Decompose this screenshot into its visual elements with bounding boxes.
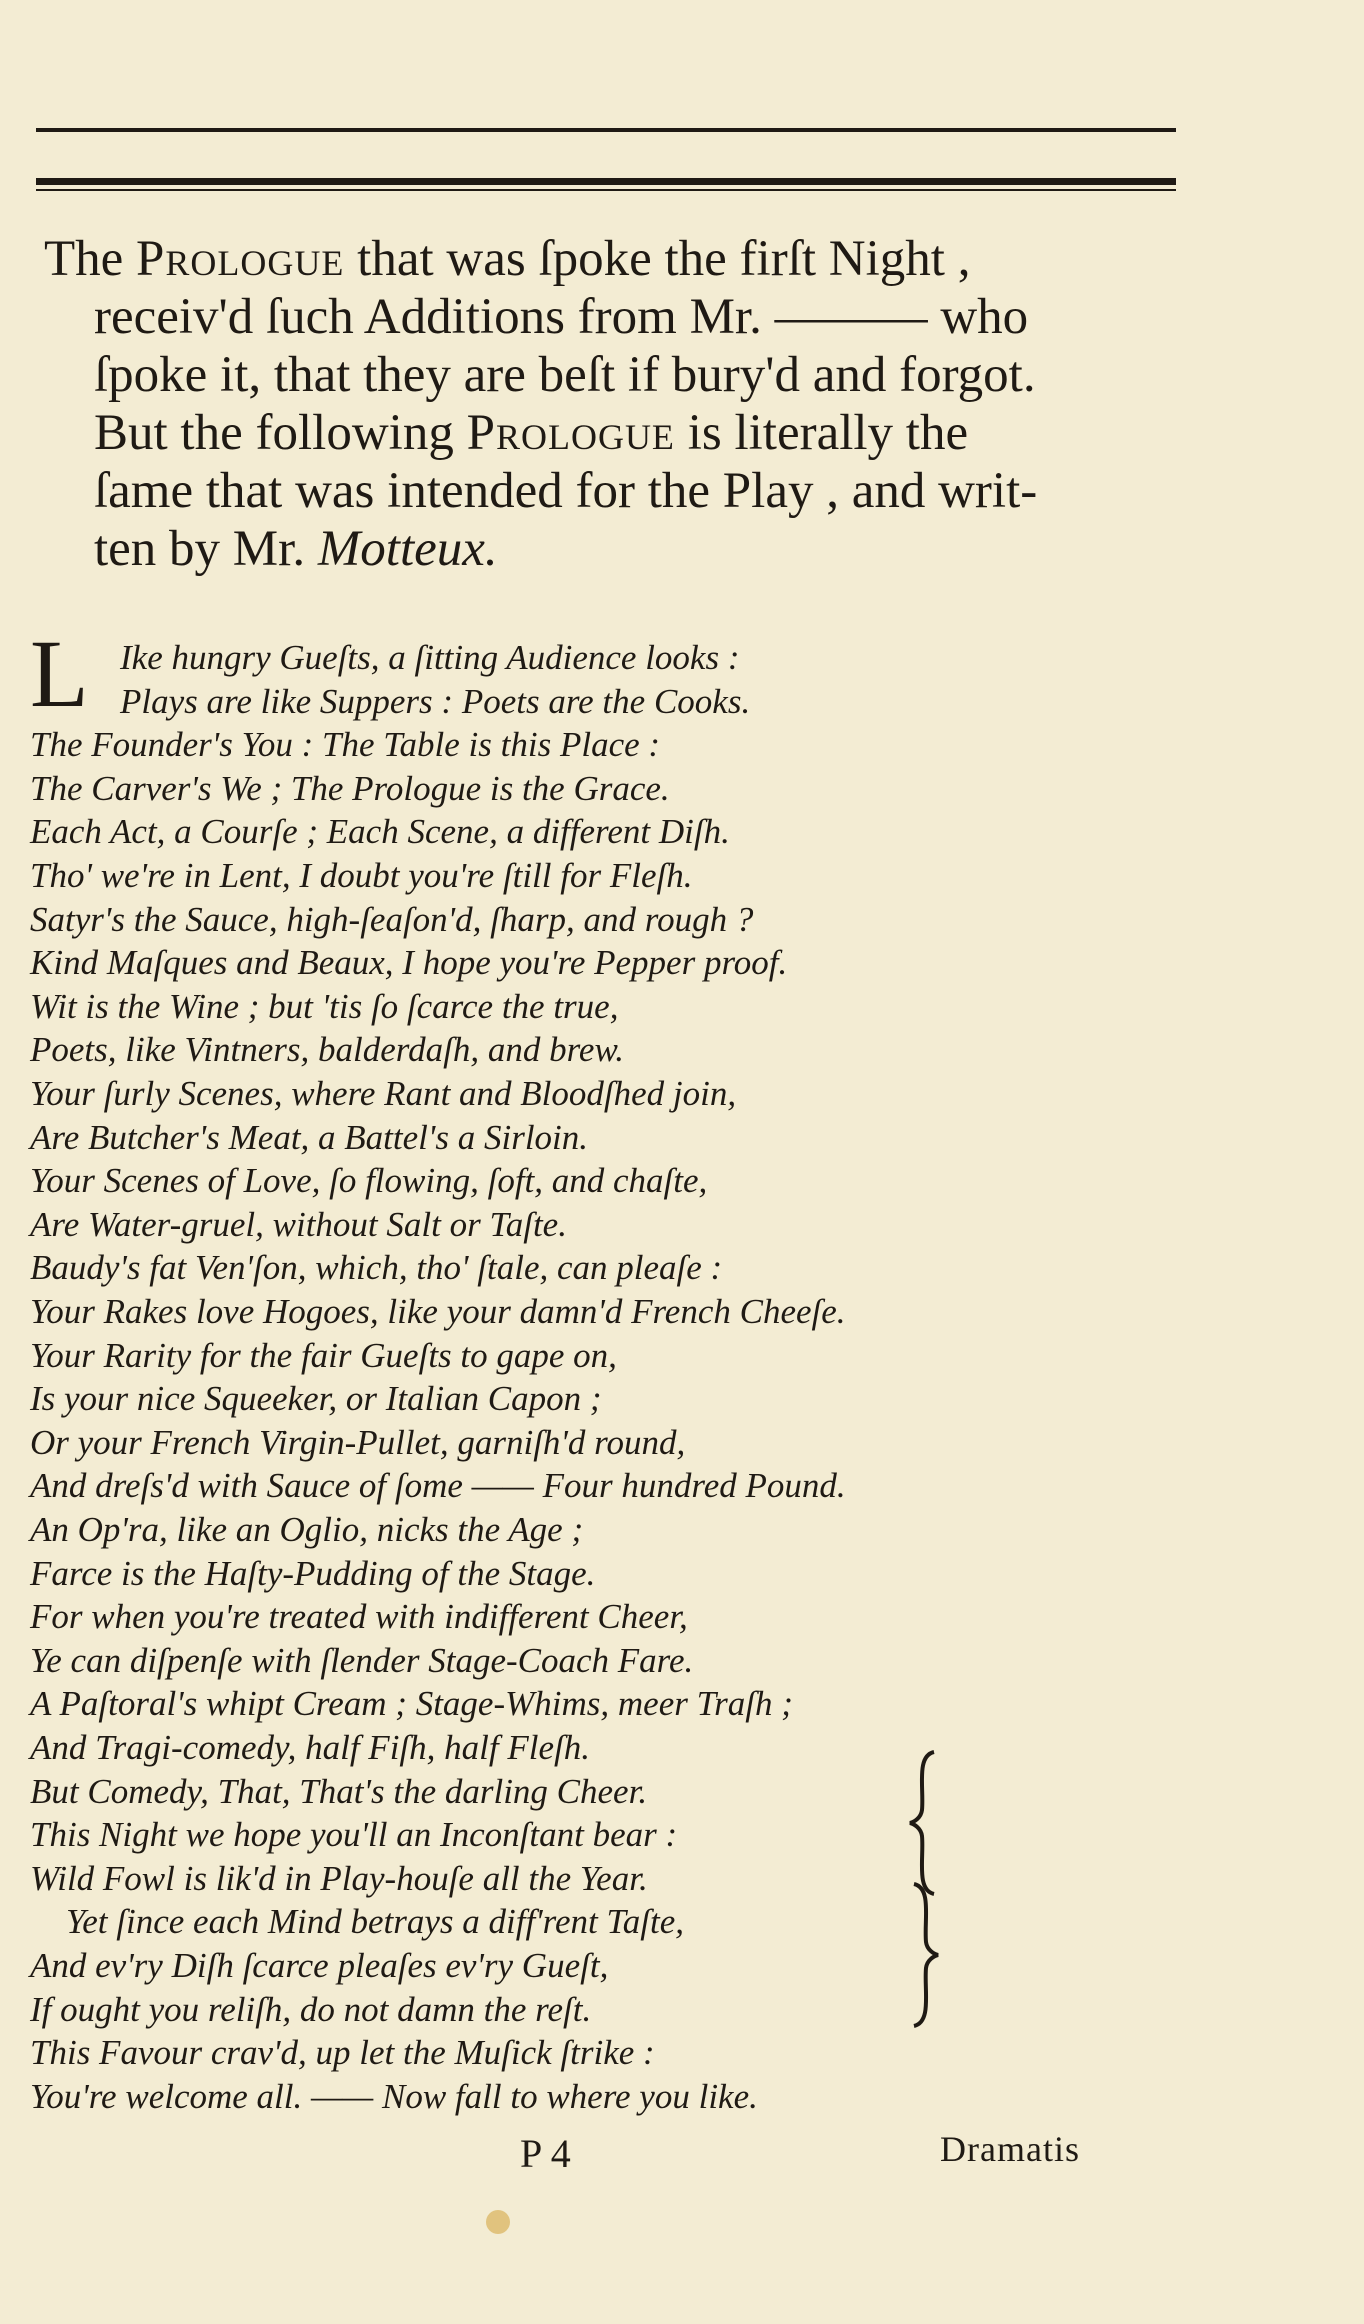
poem-line: If ought you reliſh, do not damn the reſt. <box>30 1989 592 2029</box>
poem-line: Kind Maſques and Beaux, I hope you're Pepper proof. <box>30 943 788 983</box>
poem-line: Each Act, a Courſe ; Each Scene, a different Diſh. <box>30 812 730 852</box>
intro-text: is literally the <box>674 405 969 461</box>
intro-paragraph <box>44 230 1154 578</box>
poem-line: Poets, like Vintners, balderdaſh, and brew. <box>30 1030 624 1070</box>
intro-text: The <box>44 231 137 287</box>
poem-line: Wild Fowl is lik'd in Play-houſe all the Year. <box>30 1858 648 1898</box>
poem-line: Your Scenes of Love, ſo flowing, ſoft, and chaſte, <box>30 1161 708 1201</box>
intro-line-6 <box>44 520 1154 578</box>
poem-line: The Founder's You : The Table is this Place : <box>30 725 661 765</box>
poem-line: Wit is the Wine ; but 'tis ſo ſcarce the true, <box>30 986 619 1026</box>
poem-line: But Comedy, That, That's the darling Cheer. <box>30 1771 648 1811</box>
prologue-small-caps: Prologue <box>466 405 675 461</box>
prologue-small-caps: Prologue <box>136 231 345 287</box>
poem-line: An Op'ra, like an Oglio, nicks the Age ; <box>30 1510 584 1549</box>
triplet-brace-1 <box>904 1748 944 1902</box>
poem-line: Satyr's the Sauce, high-ſeaſon'd, ſharp, and rough ? <box>30 899 754 939</box>
paper-stain <box>486 2210 510 2234</box>
poem-line: Ike hungry Gueſts, a ſitting Audience looks : <box>120 638 740 677</box>
poem-line: And Tragi-comedy, half Fiſh, half Fleſh. <box>30 1728 590 1767</box>
poem-line: Or your French Virgin-Pullet, garniſh'd round, <box>30 1422 686 1462</box>
poem-line: Yet ſince each Mind betrays a diff'rent Taſte, <box>66 1902 684 1942</box>
poem-line: This Night we hope you'll an Inconſtant bear : <box>30 1815 678 1855</box>
poem-line: Your Rarity for the fair Gueſts to gape on, <box>30 1335 617 1375</box>
poem-line: For when you're treated with indifferent Cheer, <box>30 1597 688 1637</box>
intro-line-2: receiv'd ſuch Additions from Mr. ——— who <box>94 289 1029 345</box>
intro-line-1 <box>44 230 1154 288</box>
poem-line: Are Butcher's Meat, a Battel's a Sirloin. <box>30 1117 589 1157</box>
top-rule-thin <box>36 128 1176 132</box>
poem-line: Tho' we're in Lent, I doubt you're ſtill for Fleſh. <box>30 856 693 895</box>
intro-text: that was ſpoke the firſt Night , <box>344 231 971 287</box>
top-rule-thick <box>36 178 1176 185</box>
drop-cap: L <box>30 620 89 727</box>
poem-line: The Carver's We ; The Prologue is the Grace. <box>30 768 670 808</box>
poem-line: Plays are like Suppers : Poets are the Cooks. <box>120 681 751 721</box>
intro-line-4 <box>44 404 1154 462</box>
poem-line: Your Rakes love Hogoes, like your damn'd French Cheeſe. <box>30 1292 846 1331</box>
intro-line-3: ſpoke it, that they are beſt if bury'd and forgot. <box>94 347 1036 403</box>
poem-line: Ye can diſpenſe with ſlender Stage-Coach Fare. <box>30 1640 694 1680</box>
intro-line-5: ſame that was intended for the Play , and writ- <box>94 463 1038 519</box>
intro-text: ten by Mr. <box>94 521 318 577</box>
poem-line: And ev'ry Diſh ſcarce pleaſes ev'ry Gueſt, <box>30 1946 609 1985</box>
intro-text: But the following <box>94 405 467 461</box>
poem-line: Is your nice Squeeker, or Italian Capon ; <box>30 1379 602 1419</box>
poem-line: You're welcome all. —— Now fall to where you like. <box>30 2076 758 2116</box>
poem-line: Baudy's fat Ven'ſon, which, tho' ſtale, can pleaſe : <box>30 1248 723 1288</box>
poem-line: Are Water-gruel, without Salt or Taſte. <box>30 1204 567 1244</box>
catchword: Dramatis <box>940 2129 1080 2169</box>
author-name: Motteux. <box>317 521 498 577</box>
page-number: P 4 <box>520 2131 571 2176</box>
top-rule-thin-lower <box>36 189 1176 191</box>
poem-line: Farce is the Haſty-Pudding of the Stage. <box>30 1553 596 1593</box>
poem-line: A Paſtoral's whipt Cream ; Stage-Whims, meer Traſh ; <box>30 1684 793 1724</box>
poem-line: Your ſurly Scenes, where Rant and Bloodſhed join, <box>30 1074 737 1113</box>
poem-line: This Favour crav'd, up let the Muſick ſtrike : <box>30 2033 655 2073</box>
poem-line: And dreſs'd with Sauce of ſome —— Four hundred Pound. <box>30 1466 846 1506</box>
triplet-brace-2 <box>904 1880 944 2034</box>
